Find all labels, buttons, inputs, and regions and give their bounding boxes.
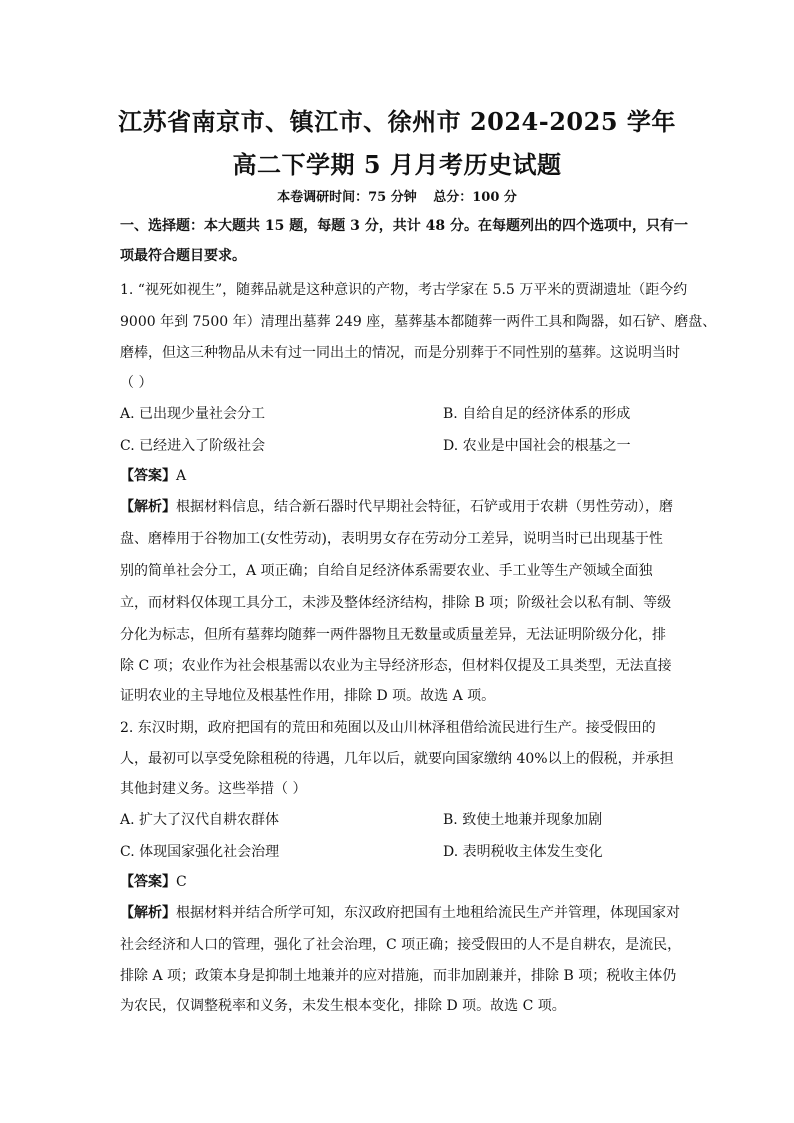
- analysis-label: 【解析】: [120, 905, 176, 921]
- q2-option-a: A. 扩大了汉代自耕农群体: [120, 812, 280, 828]
- exam-title-line2: 高二下学期 5 月月考历史试题: [232, 150, 562, 179]
- q1-analysis-line: 除 C 项；农业作为社会根基需以农业为主导经济形态，但材料仅提及工具类型，无法直接: [120, 658, 672, 674]
- answer-label: 【答案】: [120, 874, 176, 890]
- q1-analysis-line: 立，而材料仅体现工具分工，未涉及整体经济结构，排除 B 项；阶级社会以私有制、等级: [120, 595, 672, 611]
- exam-time: 本卷调研时间：75 分钟: [277, 190, 417, 205]
- answer-value: C: [176, 874, 187, 890]
- answer-label: 【答案】: [120, 468, 176, 484]
- q1-stem-line: （ ）: [120, 375, 153, 391]
- q2-option-d: D. 表明税收主体发生变化: [443, 844, 603, 860]
- analysis-label: 【解析】: [120, 499, 176, 515]
- analysis-text: 根据材料并结合所学可知，东汉政府把国有土地租给流民生产并管理，体现国家对: [176, 905, 680, 921]
- q1-option-a: A. 已出现少量社会分工: [120, 406, 266, 422]
- q2-stem-line: 人，最初可以享受免除租税的待遇，几年以后，就要向国家缴纳 40%以上的假税，并承担: [120, 751, 674, 767]
- q1-analysis-line: 别的简单社会分工，A 项正确；自给自足经济体系需要农业、手工业等生产领域全面独: [120, 563, 653, 579]
- q1-analysis-line: [120, 497, 680, 517]
- exam-total-score: 总分：100 分: [433, 190, 517, 205]
- q1-analysis-line: 盘、磨棒用于谷物加工(女性劳动)，表明男女存在劳动分工差异，说明当时已出现基于性: [120, 531, 663, 547]
- q2-analysis-line: [120, 903, 680, 923]
- exam-info: [0, 186, 794, 205]
- q2-stem-line: 2. 东汉时期，政府把国有的荒田和苑囿以及山川林泽租借给流民进行生产。接受假田的: [120, 720, 656, 736]
- q1-option-c: C. 已经进入了阶级社会: [120, 438, 266, 454]
- q1-stem-line: 磨棒，但这三种物品从未有过一同出土的情况，而是分别葬于不同性别的墓葬。这说明当时: [120, 345, 680, 361]
- q1-option-d: D. 农业是中国社会的根基之一: [443, 438, 631, 454]
- q1-stem-line: 9000 年到 7500 年）清理出墓葬 249 座，墓葬基本都随葬一两件工具和陶器，如石铲、磨盘、: [120, 314, 717, 330]
- q1-stem-line: 1. “视死如视生”，随葬品就是这种意识的产物，考古学家在 5.5 万平米的贾湖遗址（距今约: [120, 282, 688, 298]
- q1-answer: [120, 466, 680, 486]
- section-heading-line1: 一、选择题：本大题共 15 题，每题 3 分，共计 48 分。在每题列出的四个选项中，只有一: [120, 218, 688, 234]
- answer-value: A: [176, 468, 187, 484]
- q2-answer: [120, 872, 680, 892]
- q2-stem-line: 其他封建义务。这些举措（ ）: [120, 781, 307, 797]
- q2-option-b: B. 致使土地兼并现象加剧: [443, 812, 603, 828]
- section-heading-line2: 项最符合题目要求。: [120, 248, 246, 264]
- q2-analysis-line: 为农民，仅调整税率和义务，未发生根本变化，排除 D 项。故选 C 项。: [120, 998, 566, 1014]
- analysis-text: 根据材料信息，结合新石器时代早期社会特征，石铲或用于农耕（男性劳动），磨: [176, 499, 673, 515]
- q2-option-c: C. 体现国家强化社会治理: [120, 844, 280, 860]
- exam-title-line1: 江苏省南京市、镇江市、徐州市 2024-2025 学年: [118, 107, 676, 136]
- q2-analysis-line: 排除 A 项；政策本身是抑制土地兼并的应对措施，而非加剧兼并，排除 B 项；税收主体仍: [120, 968, 677, 984]
- q1-analysis-line: 分化为标志，但所有墓葬均随葬一两件器物且无数量或质量差异，无法证明阶级分化，排: [120, 627, 666, 643]
- q1-analysis-line: 证明农业的主导地位及根基性作用，排除 D 项。故选 A 项。: [120, 688, 496, 704]
- q1-option-b: B. 自给自足的经济体系的形成: [443, 406, 631, 422]
- q2-analysis-line: 社会经济和人口的管理，强化了社会治理，C 项正确；接受假田的人不是自耕农，是流民，: [120, 937, 682, 953]
